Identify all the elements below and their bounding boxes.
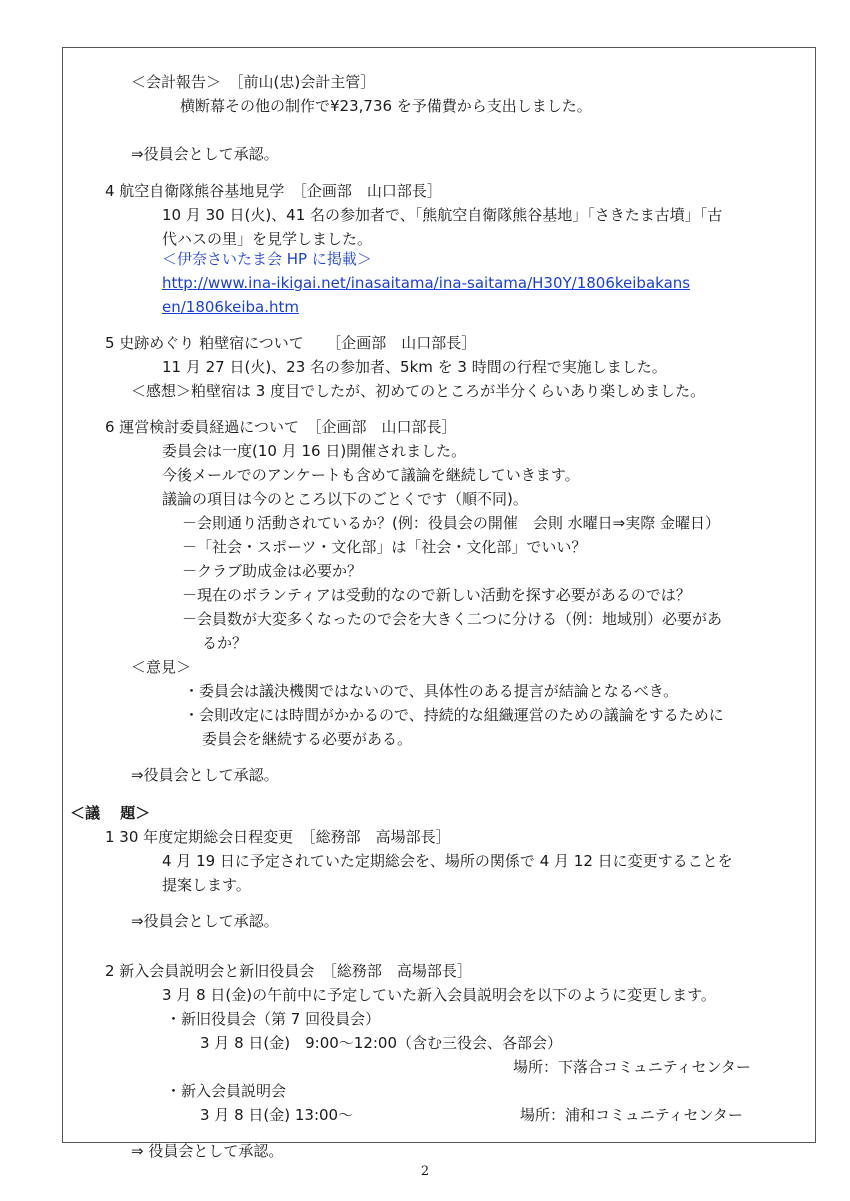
- agenda-item2-sub1-place: 場所：下落合コミュニティセンター: [513, 1058, 751, 1076]
- page-number: 2: [420, 1164, 430, 1179]
- agenda-item1-body-line1: 4 月 19 日に予定されていた定期総会を、場所の関係で 4 月 12 日に変更することを: [162, 852, 733, 870]
- item6-bullet: －現在のボランティアは受動的なので新しい活動を探す必要があるのでは？: [182, 586, 691, 604]
- agenda-item2-sub1-title: ・新旧役員会（第 7 回役員会）: [166, 1010, 381, 1028]
- item6-bullet: －会員数が大変多くなったので会を大きく二つに分ける（例：地域別）必要があ: [182, 610, 723, 628]
- agenda-item1-body-line2: 提案します。: [162, 876, 251, 894]
- item6-line2: 今後メールでのアンケートも含めて議論を継続していきます。: [162, 466, 580, 484]
- agenda-item2-sub1-time: 3 月 8 日(金) 9:00～12:00（含む三役会、各部会）: [200, 1034, 563, 1052]
- item6-opinion-label: ＜意見＞: [131, 658, 192, 676]
- item6-title: 6 運営検討委員経過について ［企画部 山口部長］: [105, 418, 457, 436]
- item5-title: 5 史跡めぐり 粕壁宿について ［企画部 山口部長］: [105, 334, 477, 352]
- item6-line1: 委員会は一度(10 月 16 日)開催されました。: [162, 442, 467, 460]
- agenda-item2-body: 3 月 8 日(金)の午前中に予定していた新入会員説明会を以下のように変更します。: [162, 986, 716, 1004]
- agenda-item1-title: 1 30 年度定期総会日程変更 ［総務部 高場部長］: [105, 828, 451, 846]
- agenda-item2-title: 2 新入会員説明会と新旧役員会 ［総務部 高場部長］: [105, 962, 472, 980]
- agenda-item2-sub2-time: 3 月 8 日(金) 13:00～: [200, 1106, 354, 1124]
- item4-url-line2[interactable]: en/1806keiba.htm: [162, 298, 299, 316]
- item6-line3: 議論の項目は今のところ以下のごとくです（順不同)。: [162, 490, 528, 508]
- report-body: 横断幕その他の制作で¥23,736 を予備費から支出しました。: [180, 97, 592, 115]
- item4-body-line1: 10 月 30 日(火)、41 名の参加者で、「熊航空自衛隊熊谷基地」「さきたま古墳」「古: [162, 206, 723, 224]
- item6-bullet: －会則通り活動されているか？(例：役員会の開催 会則 水曜日⇒実際 金曜日）: [182, 514, 720, 532]
- agenda-item2-sub2-title: ・新入会員説明会: [166, 1082, 287, 1100]
- agenda-item2-sub2-place: 場所：浦和コミュニティセンター: [520, 1106, 743, 1124]
- item4-url-line1[interactable]: http://www.ina-ikigai.net/inasaitama/ina-saitama/H30Y/1806keibakans: [162, 274, 691, 292]
- agenda-item2-approval: ⇒ 役員会として承認。: [131, 1142, 284, 1160]
- item4-body-line2: 代ハスの里」を見学しました。: [162, 230, 373, 248]
- item6-approval: ⇒役員会として承認。: [131, 766, 279, 784]
- item5-body: 11 月 27 日(火)、23 名の参加者、5km を 3 時間の行程で実施しました。: [162, 358, 667, 376]
- report-heading: ＜会計報告＞ ［前山(忠)会計主管］: [131, 73, 376, 91]
- item6-bullet-cont: るか？: [202, 634, 248, 652]
- item6-opinion-cont: 委員会を継続する必要がある。: [202, 730, 413, 748]
- agenda-heading: ＜議 題＞: [70, 804, 151, 822]
- item6-opinion: ・委員会は議決機関ではないので、具体性のある提言が結論となるべき。: [184, 682, 679, 700]
- agenda-item1-approval: ⇒役員会として承認。: [131, 912, 279, 930]
- item5-impression: ＜感想＞粕壁宿は 3 度目でしたが、初めてのところが半分くらいあり楽しめました。: [131, 382, 706, 400]
- item6-bullet: －クラブ助成金は必要か？: [182, 562, 363, 580]
- item4-title: 4 航空自衛隊熊谷基地見学 ［企画部 山口部長］: [105, 182, 442, 200]
- item4-link-label: ＜伊奈さいたま会 HP に掲載＞: [162, 250, 372, 268]
- item6-opinion: ・会則改定には時間がかかるので、持続的な組織運営のための議論をするために: [184, 706, 724, 724]
- item6-bullet: －「社会・スポーツ・文化部」は「社会・文化部」でいい？: [182, 538, 587, 556]
- report-approval: ⇒役員会として承認。: [131, 145, 279, 163]
